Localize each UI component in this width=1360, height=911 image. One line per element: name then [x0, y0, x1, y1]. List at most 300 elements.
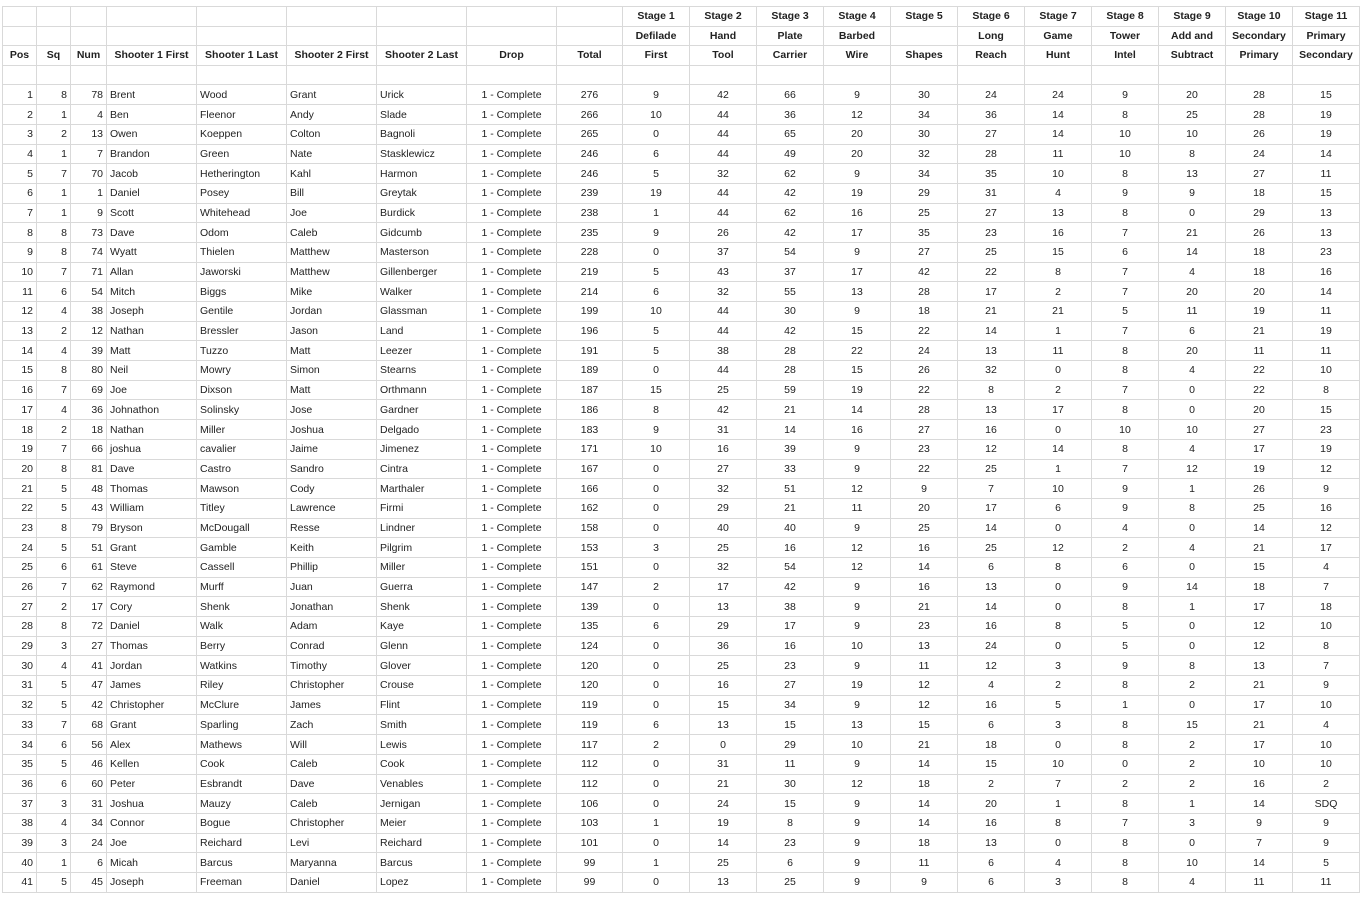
- table-cell: 14: [1226, 794, 1293, 814]
- table-cell: 7: [3, 203, 37, 223]
- table-cell: 14: [891, 557, 958, 577]
- table-cell: Stasklewicz: [377, 144, 467, 164]
- table-cell: Jonathan: [287, 597, 377, 617]
- column-header: Drop: [467, 46, 557, 66]
- table-cell: 1 - Complete: [467, 557, 557, 577]
- table-cell: Marthaler: [377, 479, 467, 499]
- table-cell: 14: [1293, 144, 1360, 164]
- table-cell: Wyatt: [107, 242, 197, 262]
- table-cell: 27: [891, 420, 958, 440]
- table-cell: 1 - Complete: [467, 715, 557, 735]
- table-cell: 47: [71, 676, 107, 696]
- column-header: [107, 7, 197, 27]
- table-row: [3, 321, 1360, 341]
- table-cell: Masterson: [377, 242, 467, 262]
- table-cell: 7: [1092, 459, 1159, 479]
- table-row: [3, 361, 1360, 381]
- empty-cell: [690, 65, 757, 85]
- table-cell: 9: [824, 617, 891, 637]
- column-header: Stage 2: [690, 7, 757, 27]
- table-cell: 34: [757, 695, 824, 715]
- table-cell: 12: [891, 676, 958, 696]
- table-cell: 1 - Complete: [467, 597, 557, 617]
- column-header: Shooter 2 Last: [377, 46, 467, 66]
- table-cell: 34: [891, 105, 958, 125]
- table-row: [3, 557, 1360, 577]
- table-cell: 23: [891, 617, 958, 637]
- table-cell: 7: [1092, 321, 1159, 341]
- table-cell: 41: [71, 656, 107, 676]
- table-cell: Raymond: [107, 577, 197, 597]
- table-cell: 5: [623, 164, 690, 184]
- empty-cell: [891, 65, 958, 85]
- table-row: [3, 636, 1360, 656]
- table-cell: Tuzzo: [197, 341, 287, 361]
- table-cell: Keith: [287, 538, 377, 558]
- table-cell: 8: [1025, 813, 1092, 833]
- table-cell: 42: [71, 695, 107, 715]
- table-cell: 4: [1159, 872, 1226, 892]
- table-cell: 0: [623, 479, 690, 499]
- table-cell: 30: [891, 124, 958, 144]
- table-cell: 9: [824, 656, 891, 676]
- table-cell: 16: [958, 695, 1025, 715]
- table-cell: Glover: [377, 656, 467, 676]
- table-cell: 27: [71, 636, 107, 656]
- table-cell: 1: [37, 853, 71, 873]
- table-row: [3, 656, 1360, 676]
- table-cell: 34: [3, 735, 37, 755]
- table-cell: 0: [1025, 597, 1092, 617]
- table-cell: 34: [891, 164, 958, 184]
- table-cell: 13: [824, 282, 891, 302]
- table-cell: 5: [623, 321, 690, 341]
- table-cell: 21: [1226, 676, 1293, 696]
- table-cell: 51: [71, 538, 107, 558]
- empty-cell: [1092, 65, 1159, 85]
- table-cell: Gardner: [377, 400, 467, 420]
- table-cell: 7: [1293, 577, 1360, 597]
- table-cell: Micah: [107, 853, 197, 873]
- table-cell: Meier: [377, 813, 467, 833]
- table-cell: 199: [557, 302, 623, 322]
- table-cell: 1: [623, 813, 690, 833]
- table-cell: 6: [37, 282, 71, 302]
- table-cell: 13: [1226, 656, 1293, 676]
- table-row: [3, 853, 1360, 873]
- table-cell: 8: [3, 223, 37, 243]
- table-cell: 1 - Complete: [467, 754, 557, 774]
- table-cell: 44: [690, 321, 757, 341]
- table-cell: 0: [1025, 518, 1092, 538]
- table-cell: 20: [1226, 282, 1293, 302]
- table-cell: 28: [891, 282, 958, 302]
- table-cell: 13: [958, 833, 1025, 853]
- table-cell: 7: [37, 439, 71, 459]
- table-cell: 42: [690, 85, 757, 105]
- table-cell: 27: [1226, 164, 1293, 184]
- table-cell: 1: [37, 203, 71, 223]
- table-cell: 6: [623, 282, 690, 302]
- table-cell: 1 - Complete: [467, 341, 557, 361]
- table-cell: 1: [37, 105, 71, 125]
- table-cell: 24: [1025, 85, 1092, 105]
- table-cell: 14: [1226, 853, 1293, 873]
- table-cell: 24: [1226, 144, 1293, 164]
- table-cell: 1 - Complete: [467, 105, 557, 125]
- table-cell: 16: [690, 676, 757, 696]
- table-cell: 191: [557, 341, 623, 361]
- table-cell: 6: [958, 557, 1025, 577]
- table-cell: 12: [71, 321, 107, 341]
- table-cell: 18: [1293, 597, 1360, 617]
- column-header: Primary: [1226, 46, 1293, 66]
- table-cell: 25: [958, 538, 1025, 558]
- table-cell: Shenk: [377, 597, 467, 617]
- table-cell: 32: [690, 282, 757, 302]
- table-cell: 40: [3, 853, 37, 873]
- table-cell: 10: [1025, 754, 1092, 774]
- table-cell: 6: [958, 715, 1025, 735]
- table-cell: 17: [3, 400, 37, 420]
- column-header: Stage 11: [1293, 7, 1360, 27]
- table-cell: 9: [3, 242, 37, 262]
- table-cell: 11: [1293, 341, 1360, 361]
- table-cell: 18: [3, 420, 37, 440]
- table-cell: 24: [958, 636, 1025, 656]
- table-cell: 16: [824, 203, 891, 223]
- table-cell: Christopher: [287, 676, 377, 696]
- table-cell: 2: [1092, 774, 1159, 794]
- table-cell: 7: [1226, 833, 1293, 853]
- table-cell: 8: [37, 518, 71, 538]
- table-cell: 8: [1092, 676, 1159, 696]
- table-row: [3, 813, 1360, 833]
- column-header: [891, 26, 958, 46]
- table-cell: 29: [1226, 203, 1293, 223]
- table-cell: 15: [3, 361, 37, 381]
- column-header: [287, 7, 377, 27]
- table-cell: 10: [1025, 479, 1092, 499]
- table-cell: 14: [690, 833, 757, 853]
- column-header: [467, 26, 557, 46]
- table-cell: 20: [824, 124, 891, 144]
- table-cell: 11: [1159, 302, 1226, 322]
- table-cell: 1 - Complete: [467, 420, 557, 440]
- table-row: [3, 479, 1360, 499]
- table-cell: 0: [1159, 695, 1226, 715]
- table-cell: Caleb: [287, 223, 377, 243]
- table-cell: 25: [958, 242, 1025, 262]
- table-cell: 8: [1092, 341, 1159, 361]
- table-cell: 0: [623, 833, 690, 853]
- table-cell: 17: [1226, 597, 1293, 617]
- table-cell: Gillenberger: [377, 262, 467, 282]
- table-cell: 8: [1293, 636, 1360, 656]
- table-cell: 7: [37, 715, 71, 735]
- table-cell: 16: [690, 439, 757, 459]
- table-cell: 2: [1159, 754, 1226, 774]
- table-cell: 23: [958, 223, 1025, 243]
- table-cell: 4: [37, 302, 71, 322]
- table-cell: 0: [1092, 754, 1159, 774]
- table-cell: 120: [557, 676, 623, 696]
- table-cell: 2: [37, 597, 71, 617]
- table-cell: Peter: [107, 774, 197, 794]
- table-cell: 38: [71, 302, 107, 322]
- column-header: Barbed: [824, 26, 891, 46]
- table-cell: 11: [891, 656, 958, 676]
- table-cell: 17: [958, 498, 1025, 518]
- table-cell: 42: [690, 400, 757, 420]
- table-cell: 24: [958, 85, 1025, 105]
- table-cell: 1: [623, 203, 690, 223]
- table-cell: 40: [690, 518, 757, 538]
- table-cell: 10: [1025, 164, 1092, 184]
- table-cell: 32: [3, 695, 37, 715]
- column-header: Defilade: [623, 26, 690, 46]
- table-cell: 171: [557, 439, 623, 459]
- column-header: Subtract: [1159, 46, 1226, 66]
- table-cell: 1 - Complete: [467, 361, 557, 381]
- table-cell: 5: [37, 479, 71, 499]
- table-cell: Harmon: [377, 164, 467, 184]
- table-cell: 8: [958, 380, 1025, 400]
- table-cell: 37: [690, 242, 757, 262]
- table-cell: 14: [958, 518, 1025, 538]
- table-cell: 13: [958, 341, 1025, 361]
- table-cell: 2: [623, 735, 690, 755]
- table-cell: 9: [891, 479, 958, 499]
- table-cell: 18: [891, 774, 958, 794]
- table-cell: 30: [757, 302, 824, 322]
- table-cell: 20: [1159, 282, 1226, 302]
- table-cell: 43: [690, 262, 757, 282]
- table-cell: 25: [690, 656, 757, 676]
- table-cell: Cassell: [197, 557, 287, 577]
- column-header: Stage 10: [1226, 7, 1293, 27]
- table-cell: Leezer: [377, 341, 467, 361]
- table-cell: 22: [891, 459, 958, 479]
- table-cell: 15: [757, 794, 824, 814]
- column-header: Stage 6: [958, 7, 1025, 27]
- table-cell: 12: [958, 439, 1025, 459]
- table-row: [3, 498, 1360, 518]
- table-cell: 34: [71, 813, 107, 833]
- table-cell: 0: [623, 676, 690, 696]
- empty-cell: [37, 65, 71, 85]
- table-cell: 14: [1159, 577, 1226, 597]
- table-cell: 21: [757, 400, 824, 420]
- table-cell: 6: [958, 853, 1025, 873]
- table-cell: 9: [1159, 183, 1226, 203]
- table-cell: 17: [824, 262, 891, 282]
- table-cell: 21: [958, 302, 1025, 322]
- table-cell: 28: [891, 400, 958, 420]
- table-cell: 2: [37, 124, 71, 144]
- table-cell: 119: [557, 695, 623, 715]
- table-cell: 1: [37, 144, 71, 164]
- table-cell: Green: [197, 144, 287, 164]
- table-cell: 22: [958, 262, 1025, 282]
- table-cell: 19: [824, 183, 891, 203]
- table-cell: 15: [824, 361, 891, 381]
- table-cell: 139: [557, 597, 623, 617]
- table-cell: Steve: [107, 557, 197, 577]
- table-cell: Matt: [287, 380, 377, 400]
- table-cell: 16: [824, 420, 891, 440]
- table-cell: 3: [1025, 715, 1092, 735]
- table-cell: 26: [690, 223, 757, 243]
- table-cell: 19: [3, 439, 37, 459]
- table-cell: 3: [37, 636, 71, 656]
- table-row: [3, 223, 1360, 243]
- table-cell: 11: [1025, 144, 1092, 164]
- table-cell: 13: [1025, 203, 1092, 223]
- table-cell: 36: [71, 400, 107, 420]
- table-cell: 9: [1092, 577, 1159, 597]
- table-cell: 8: [1092, 361, 1159, 381]
- table-cell: 13: [71, 124, 107, 144]
- table-cell: 44: [690, 183, 757, 203]
- table-cell: 42: [757, 577, 824, 597]
- table-cell: Firmi: [377, 498, 467, 518]
- table-cell: joshua: [107, 439, 197, 459]
- table-cell: 11: [1025, 341, 1092, 361]
- table-cell: 25: [690, 853, 757, 873]
- table-cell: 6: [71, 853, 107, 873]
- table-cell: 6: [1092, 557, 1159, 577]
- table-cell: 14: [891, 794, 958, 814]
- table-cell: 9: [824, 85, 891, 105]
- table-cell: Bressler: [197, 321, 287, 341]
- column-header: Shooter 2 First: [287, 46, 377, 66]
- table-cell: 6: [958, 872, 1025, 892]
- table-cell: 18: [1226, 183, 1293, 203]
- table-cell: 0: [1025, 361, 1092, 381]
- table-cell: 13: [690, 715, 757, 735]
- table-cell: 19: [690, 813, 757, 833]
- table-cell: 7: [37, 577, 71, 597]
- table-cell: 9: [1293, 676, 1360, 696]
- table-cell: 10: [1293, 735, 1360, 755]
- table-cell: 21: [1226, 321, 1293, 341]
- table-cell: 36: [757, 105, 824, 125]
- table-cell: Kaye: [377, 617, 467, 637]
- table-cell: 10: [3, 262, 37, 282]
- table-cell: 10: [1092, 420, 1159, 440]
- table-cell: Cook: [197, 754, 287, 774]
- table-cell: 15: [623, 380, 690, 400]
- table-cell: 39: [3, 833, 37, 853]
- table-cell: 9: [1092, 656, 1159, 676]
- table-cell: 9: [824, 577, 891, 597]
- table-cell: Berry: [197, 636, 287, 656]
- table-cell: Koeppen: [197, 124, 287, 144]
- table-cell: 11: [1293, 302, 1360, 322]
- table-cell: 11: [757, 754, 824, 774]
- table-cell: 11: [1293, 872, 1360, 892]
- table-cell: Joe: [107, 380, 197, 400]
- table-cell: Gidcumb: [377, 223, 467, 243]
- table-cell: Cook: [377, 754, 467, 774]
- table-cell: 9: [623, 223, 690, 243]
- table-cell: James: [107, 676, 197, 696]
- column-header: [3, 7, 37, 27]
- table-cell: 1: [1159, 479, 1226, 499]
- table-cell: 0: [623, 695, 690, 715]
- table-cell: 7: [37, 380, 71, 400]
- column-header: [71, 26, 107, 46]
- table-row: [3, 872, 1360, 892]
- table-cell: Riley: [197, 676, 287, 696]
- table-row: [3, 794, 1360, 814]
- table-cell: Sparling: [197, 715, 287, 735]
- table-cell: 42: [757, 223, 824, 243]
- table-cell: 12: [1025, 538, 1092, 558]
- table-cell: 28: [958, 144, 1025, 164]
- table-cell: 10: [824, 735, 891, 755]
- table-cell: 14: [1159, 242, 1226, 262]
- table-row: [3, 105, 1360, 125]
- table-cell: 10: [1293, 361, 1360, 381]
- table-cell: Thielen: [197, 242, 287, 262]
- table-cell: 6: [757, 853, 824, 873]
- table-cell: 0: [1025, 735, 1092, 755]
- table-cell: cavalier: [197, 439, 287, 459]
- table-cell: Miller: [197, 420, 287, 440]
- table-row: [3, 341, 1360, 361]
- table-cell: 22: [3, 498, 37, 518]
- empty-cell: [1226, 65, 1293, 85]
- table-cell: 8: [1092, 833, 1159, 853]
- table-cell: Biggs: [197, 282, 287, 302]
- table-cell: 19: [824, 380, 891, 400]
- table-cell: 19: [1293, 321, 1360, 341]
- table-cell: 19: [1226, 459, 1293, 479]
- table-cell: 43: [71, 498, 107, 518]
- table-cell: 18: [1226, 242, 1293, 262]
- table-cell: 8: [1092, 439, 1159, 459]
- column-header: Game: [1025, 26, 1092, 46]
- table-cell: 4: [37, 813, 71, 833]
- table-row: [3, 597, 1360, 617]
- table-cell: Titley: [197, 498, 287, 518]
- table-cell: Jaworski: [197, 262, 287, 282]
- table-cell: Dave: [287, 774, 377, 794]
- table-cell: 1 - Complete: [467, 85, 557, 105]
- table-cell: 11: [824, 498, 891, 518]
- table-cell: 28: [757, 341, 824, 361]
- table-row: [3, 459, 1360, 479]
- table-cell: 51: [757, 479, 824, 499]
- table-cell: 228: [557, 242, 623, 262]
- table-cell: 19: [1226, 302, 1293, 322]
- header-row-h2: [3, 26, 1360, 46]
- column-header: [287, 26, 377, 46]
- table-cell: 8: [1159, 498, 1226, 518]
- column-header: Intel: [1092, 46, 1159, 66]
- table-cell: 0: [1025, 420, 1092, 440]
- table-cell: 167: [557, 459, 623, 479]
- table-cell: 9: [824, 754, 891, 774]
- table-cell: Glenn: [377, 636, 467, 656]
- table-cell: 8: [1025, 617, 1092, 637]
- table-cell: 65: [757, 124, 824, 144]
- table-cell: 15: [824, 321, 891, 341]
- table-cell: 22: [891, 380, 958, 400]
- column-header: Secondary: [1293, 46, 1360, 66]
